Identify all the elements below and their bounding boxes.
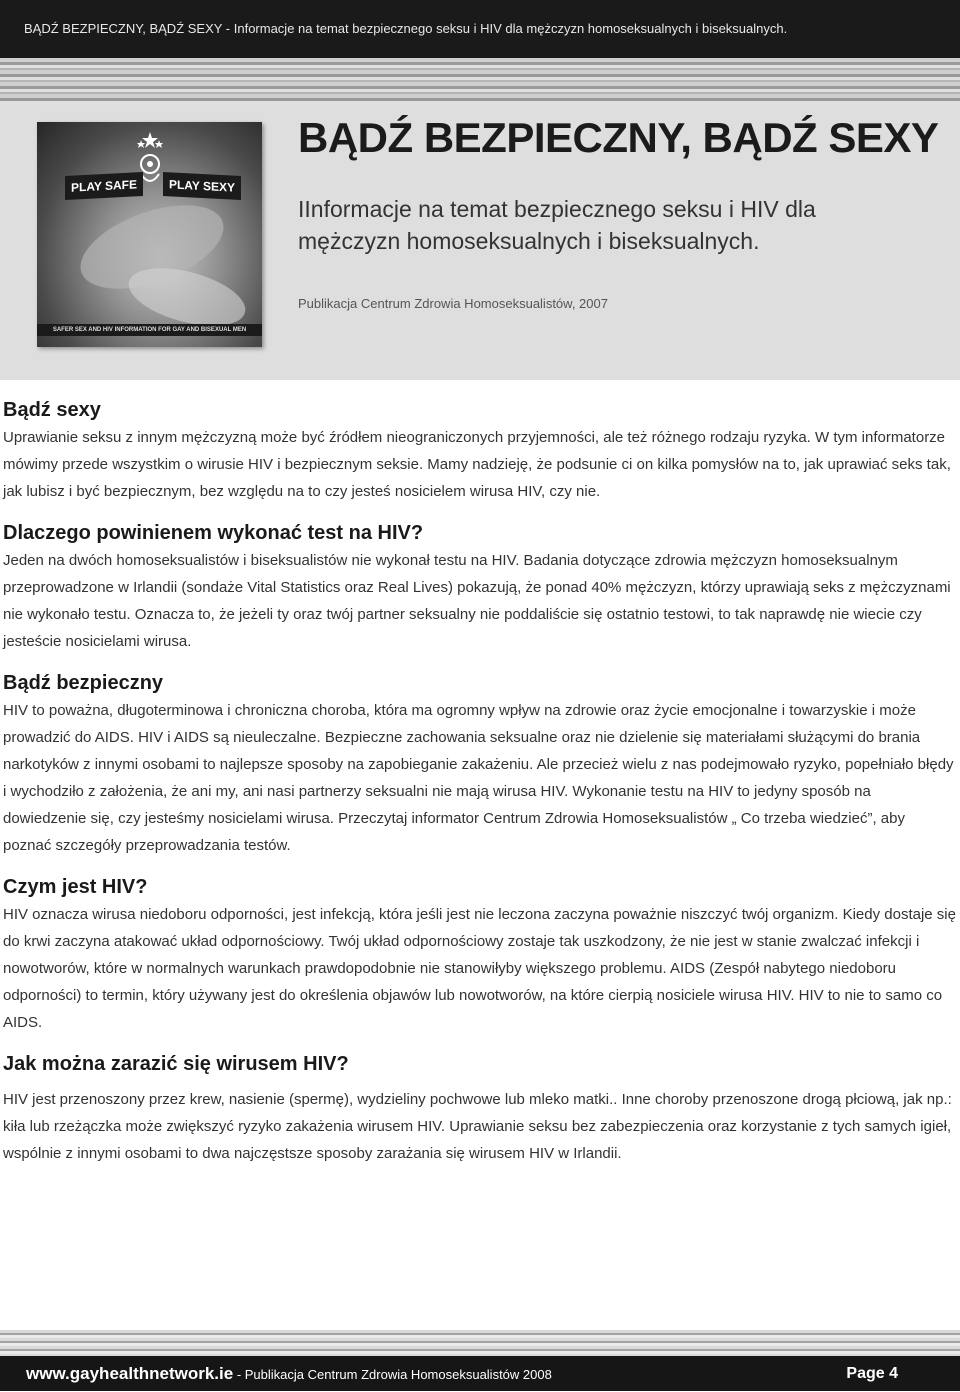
cover-banner: SAFER SEX AND HIV INFORMATION FOR GAY AND BISEXUAL MEN — [37, 324, 262, 336]
cover-image — [37, 122, 262, 347]
decorative-stripes — [0, 58, 960, 104]
document-title: BĄDŹ BEZPIECZNY, BĄDŹ SEXY — [298, 114, 939, 161]
page-number: Page 4 — [846, 1365, 898, 1382]
section-what-is-hiv — [3, 873, 957, 1036]
section-heading: Bądź sexy — [3, 399, 101, 421]
section-transmission — [3, 1050, 957, 1167]
section-paragraph: Uprawianie seksu z innym mężczyzną może być źródłem nieograniczonych przyjemności, ale też różnego rodzaju ryzyka. W tym informatorze mówimy przede wszystkim o wirusie HIV i bezpiecznym seksie. Mamy nadzieję, że podsunie ci on kilka pomysłów na to, jak uprawiać seks tak, jak lubisz i być bezpiecznym, bez względu na to czy jesteś nosicielem wirusa HIV, czy nie. — [3, 429, 951, 500]
footer-stripes — [0, 1330, 960, 1356]
publication-note: Publikacja Centrum Zdrowia Homoseksualistów, 2007 — [298, 296, 608, 311]
section-be-safe — [3, 669, 957, 859]
section-paragraph: Jeden na dwóch homoseksualistów i biseksualistów nie wykonał testu na HIV. Badania dotyczące zdrowia mężczyzn homoseksualnym przeprowadzone w Irlandii (sondaże Vital Statistics oraz Real Lives) pokazują, że ponad 40% mężczyzn, którzy uprawiają seks z mężczyznami nie wykonało testu. Oznacza to, że jeżeli ty oraz twój partner seksualny nie poddaliście się ostatnio testowi, to tak naprawdę nie wiecie czy jesteście nosicielami wirusa. — [3, 552, 951, 650]
section-be-sexy — [3, 396, 957, 505]
section-heading: Jak można zarazić się wirusem HIV? — [3, 1053, 349, 1075]
window-title-bar: BĄDŹ BEZPIECZNY, BĄDŹ SEXY - Informacje na temat bezpiecznego seksu i HIV dla mężczyzn homoseksualnych i biseksualnych. — [0, 0, 960, 58]
footer — [0, 1356, 960, 1391]
section-heading: Czym jest HIV? — [3, 876, 148, 898]
section-paragraph: HIV to poważna, długoterminowa i chroniczna choroba, która ma ogromny wpływ na zdrowie oraz życie emocjonalne i towarzyskie i może prowadzić do AIDS. HIV i AIDS są nieuleczalne. Bezpieczne zachowania seksualne oraz nie dzielenie się materiałami służącymi do brania narkotyków z innymi osobami to najlepsze sposoby na zapobieganie zakażeniu. Ale przecież wielu z nas podejmowało ryzyko, popełniało błędy i wychodziło z założenia, że ani my, ani nasi partnerzy seksualni nie mają wirusa HIV. Wykonanie testu na HIV to jedyny sposób na dowiedzenie się, czy jesteśmy nosicielami wirusa. Przeczytaj informator Centrum Zdrowia Homoseksualistów „ Co trzeba wiedzieć”, aby poznać szczegóły przeprowadzania testów. — [3, 702, 954, 854]
play-safe-label: PLAY SAFE — [65, 172, 143, 200]
document-subtitle: IInformacje na temat bezpiecznego seksu i HIV dla mężczyzn homoseksualnych i biseksualnych. — [298, 196, 816, 254]
article-body — [3, 396, 957, 1167]
section-why-test — [3, 519, 957, 655]
section-heading: Bądź bezpieczny — [3, 672, 164, 694]
section-heading: Dlaczego powinienem wykonać test na HIV? — [3, 522, 424, 544]
footer-publication: - Publikacja Centrum Zdrowia Homoseksualistów 2008 — [233, 1367, 552, 1382]
section-paragraph: HIV oznacza wirusa niedoboru odporności, jest infekcją, która jeśli jest nie leczona zaczyna poważnie niszczyć twój organizm. Kiedy dostaje się do krwi zaczyna atakować układ odpornościowy. Twój układ odpornościowy zostaje tak uszkodzony, że nie jest w stanie zwalczać infekcji i nowotworów, które w normalnych warunkach prawdopodobnie nie stanowiłyby większego problemu. AIDS (Zespół nabytego niedoboru odporności) to termin, który używany jest do określenia objawów lub nowotworów, na które cierpią nosiciele wirusa HIV. HIV to nie to samo co AIDS. — [3, 906, 956, 1031]
play-sexy-label: PLAY SEXY — [163, 172, 241, 200]
section-paragraph: HIV jest przenoszony przez krew, nasienie (spermę), wydzieliny pochwowe lub mleko matki.. Inne choroby przenoszone drogą płciową, jak np.: kiła lub rzeżączka może zwiększyć ryzyko zakażenia wirusem HIV. Uprawianie seksu bez zabezpieczenia oraz korzystanie z tych samych igieł, wspólnie z innymi osobami to dwa najczęstsze sposoby zarażania się wirusem HIV w Irlandii. — [3, 1091, 952, 1162]
footer-site-link[interactable]: www.gayhealthnetwork.ie — [26, 1364, 234, 1383]
